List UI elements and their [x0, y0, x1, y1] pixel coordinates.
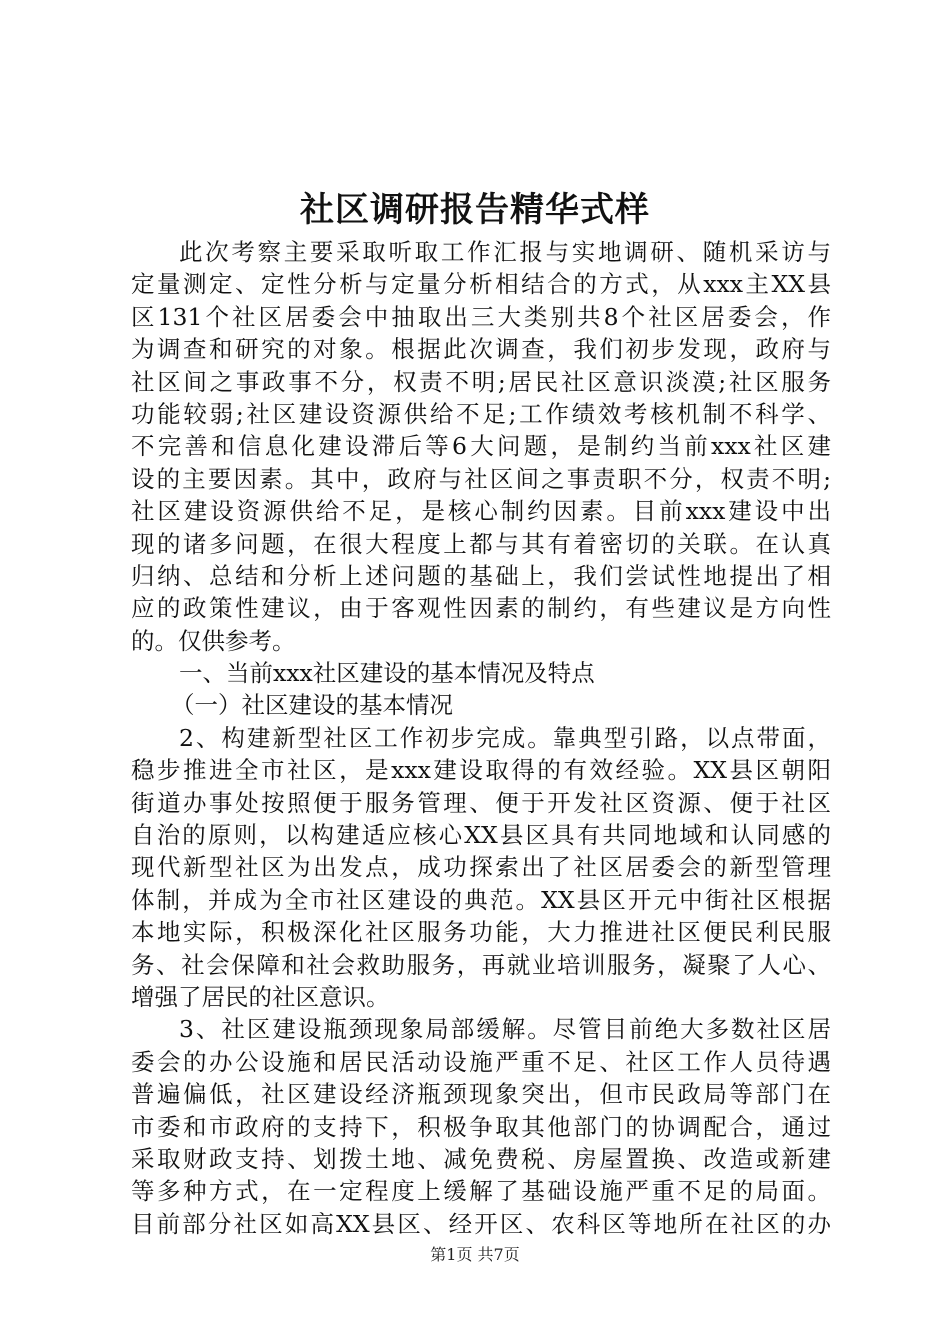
- text-line: 此次考察主要采取听取工作汇报与实地调研、随机采访与: [179, 238, 831, 266]
- text-line: 3、社区建设瓶颈现象局部缓解。尽管目前绝大多数社区居: [179, 1015, 831, 1044]
- text-line: （一）社区建设的基本情况: [171, 691, 453, 720]
- text-line: 设的主要因素。其中，政府与社区间之事责职不分，权责不明;: [131, 464, 831, 493]
- document-title: 社区调研报告精华式样: [300, 190, 650, 230]
- text-line: 区131个社区居委会中抽取出三大类别共8个社区居委会，作: [131, 302, 831, 331]
- text-line: 为调查和研究的对象。根据此次调查，我们初步发现，政府与: [131, 335, 831, 364]
- text-line: 社区建设资源供给不足，是核心制约因素。目前xxx建设中出: [131, 497, 831, 526]
- text-line: 目前部分社区如高XX县区、经开区、农科区等地所在社区的办: [131, 1209, 831, 1238]
- text-line: 市委和市政府的支持下，积极争取其他部门的协调配合，通过: [131, 1112, 831, 1141]
- text-line: 增强了居民的社区意识。: [131, 982, 390, 1011]
- text-line: 采取财政支持、划拨土地、减免费税、房屋置换、改造或新建: [131, 1144, 831, 1173]
- text-line: 应的政策性建议，由于客观性因素的制约，有些建议是方向性: [131, 594, 831, 623]
- document-body: [131, 236, 831, 1240]
- text-line: 不完善和信息化建设滞后等6大问题，是制约当前xxx社区建: [131, 432, 831, 461]
- text-line: 务、社会保障和社会救助服务，再就业培训服务，凝聚了人心、: [131, 950, 831, 979]
- text-line: 现代新型社区为出发点，成功探索出了社区居委会的新型管理: [131, 853, 831, 882]
- text-line: 定量测定、定性分析与定量分析相结合的方式，从xxx主XX县: [131, 270, 831, 299]
- text-line: 普遍偏低，社区建设经济瓶颈现象突出，但市民政局等部门在: [131, 1080, 831, 1109]
- text-line: 2、构建新型社区工作初步完成。靠典型引路，以点带面，: [179, 723, 831, 752]
- text-line: 本地实际，积极深化社区服务功能，大力推进社区便民利民服: [131, 918, 831, 947]
- text-line: 社区间之事政事不分，权责不明;居民社区意识淡漠;社区服务: [131, 367, 831, 396]
- text-line: 功能较弱;社区建设资源供给不足;工作绩效考核机制不科学、: [131, 399, 831, 428]
- text-line: 的。仅供参考。: [131, 626, 296, 655]
- text-line: 委会的办公设施和居民活动设施严重不足、社区工作人员待遇: [131, 1047, 831, 1076]
- text-line: 稳步推进全市社区，是xxx建设取得的有效经验。XX县区朝阳: [131, 756, 832, 785]
- text-line: 一、当前xxx社区建设的基本情况及特点: [179, 659, 595, 688]
- text-line: 现的诸多问题，在很大程度上都与其有着密切的关联。在认真: [131, 529, 831, 558]
- text-line: 自治的原则，以构建适应核心XX县区具有共同地域和认同感的: [131, 821, 831, 850]
- text-line: 街道办事处按照便于服务管理、便于开发社区资源、便于社区: [131, 788, 831, 817]
- page-footer: 第1页 共7页: [430, 1245, 520, 1264]
- text-line: 体制，并成为全市社区建设的典范。XX县区开元中街社区根据: [131, 885, 831, 914]
- text-line: 等多种方式，在一定程度上缓解了基础设施严重不足的局面。: [131, 1177, 831, 1206]
- text-line: 归纳、总结和分析上述问题的基础上，我们尝试性地提出了相: [131, 561, 831, 590]
